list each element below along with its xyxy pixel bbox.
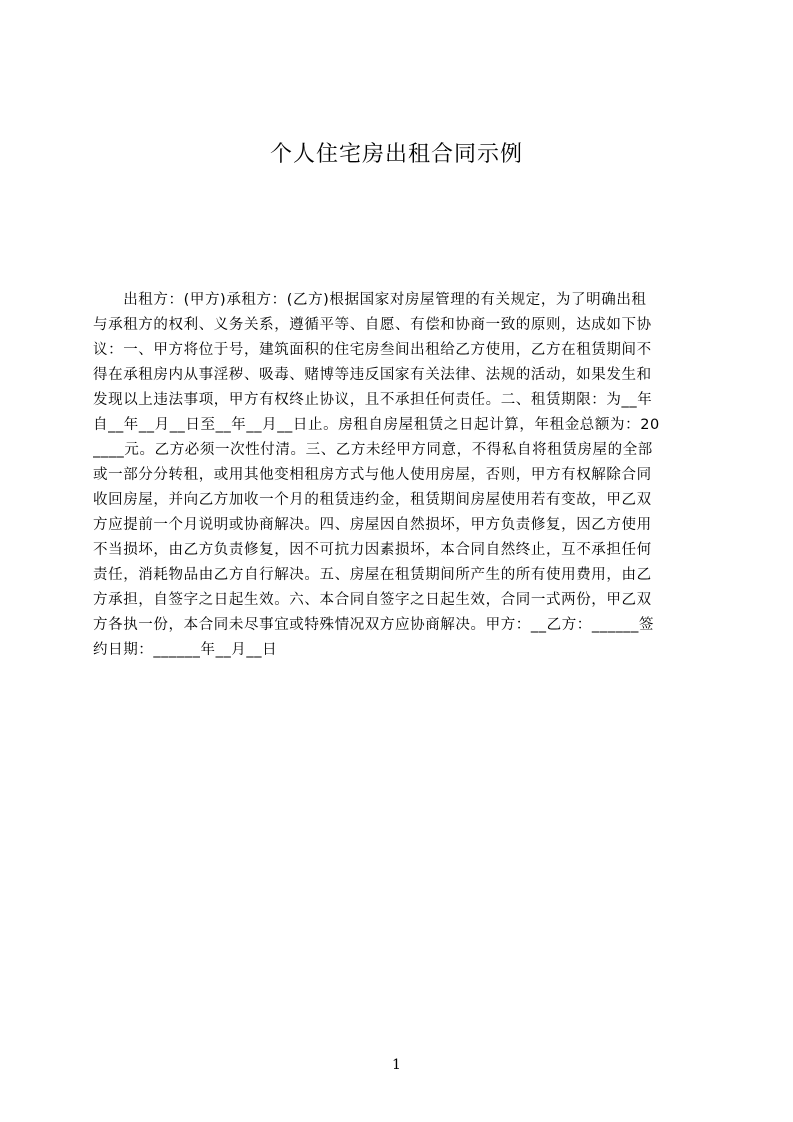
body-line: 不当损坏，由乙方负责修复，因不可抗力因素损坏，本合同自然终止，互不承担任何: [93, 542, 652, 558]
page-number: 1: [392, 1057, 401, 1073]
body-line: ____元。乙方必须一次性付清。三、乙方未经甲方同意，不得私自将租赁房屋的全部: [93, 442, 653, 458]
body-line: 得在承租房内从事淫秽、吸毒、赌博等违反国家有关法律、法规的活动，如果发生和: [93, 367, 652, 383]
document-title: 个人住宅房出租合同示例: [269, 142, 523, 167]
body-line: 出租方：(甲方)承租方：(乙方)根据国家对房屋管理的有关规定，为了明确出租: [93, 292, 647, 308]
body-line: 方承担，自签字之日起生效。六、本合同自签字之日起生效，合同一式两份，甲乙双: [93, 592, 652, 608]
body-line: 约日期：______年__月__日: [93, 642, 278, 658]
body-line: 收回房屋，并向乙方加收一个月的租赁违约金，租赁期间房屋使用若有变故，甲乙双: [93, 492, 652, 508]
body-line: 发现以上违法事项，甲方有权终止协议，且不承担任何责任。二、租赁期限：为__年: [93, 392, 653, 408]
body-line: 议：一、甲方将位于号，建筑面积的住宅房叁间出租给乙方使用，乙方在租赁期间不: [93, 342, 652, 358]
body-line: 方各执一份，本合同未尽事宜或特殊情况双方应协商解决。甲方：__乙方：______签: [93, 617, 655, 633]
body-line: 责任，消耗物品由乙方自行解决。五、房屋在租赁期间所产生的所有使用费用，由乙: [93, 567, 652, 583]
contract-body: [93, 288, 700, 663]
body-line: 方应提前一个月说明或协商解决。四、房屋因自然损坏，甲方负责修复，因乙方使用: [93, 517, 652, 533]
body-line: 自__年__月__日至__年__月__日止。房租自房屋租赁之日起计算，年租金总额为：20: [93, 417, 660, 433]
body-line: 或一部分分转租，或用其他变相租房方式与他人使用房屋，否则，甲方有权解除合同: [93, 467, 652, 483]
body-line: 与承租方的权利、义务关系，遵循平等、自愿、有偿和协商一致的原则，达成如下协: [93, 317, 652, 333]
